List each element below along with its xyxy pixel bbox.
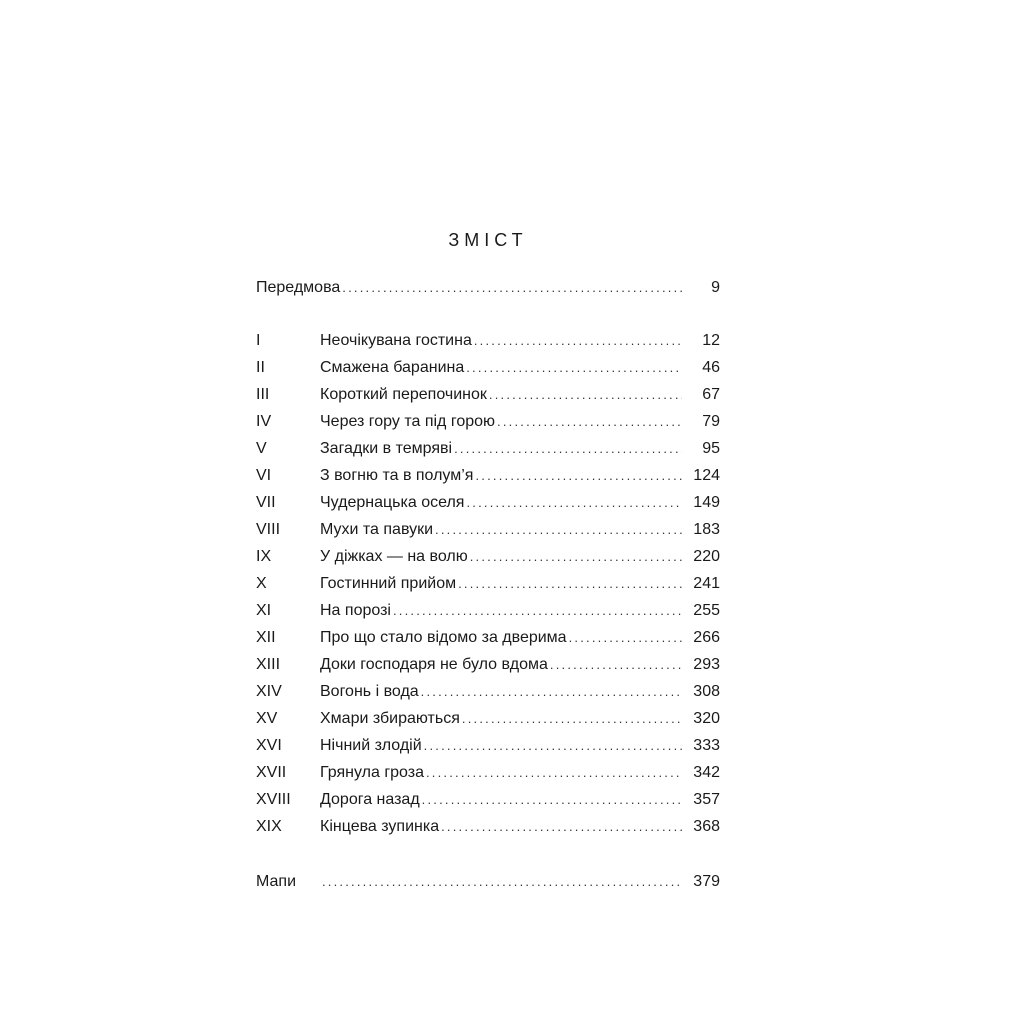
- dot-leader: [475, 464, 682, 488]
- toc-page-number: 241: [693, 575, 720, 592]
- toc-page-number: 9: [711, 279, 720, 296]
- chapter-number: V: [256, 440, 267, 457]
- chapter-number: XII: [256, 629, 276, 646]
- toc-row-chapter: [256, 734, 720, 758]
- dot-leader: [441, 815, 682, 839]
- chapter-title: Гостинний прийом: [320, 575, 457, 592]
- chapter-title: У діжках — на волю: [320, 548, 468, 565]
- dot-leader: [462, 707, 682, 731]
- chapter-number: XIX: [256, 818, 282, 835]
- toc-page-number: 320: [693, 710, 720, 727]
- toc-page-number: 183: [693, 521, 720, 538]
- dot-leader: [550, 653, 682, 677]
- toc-page: [256, 0, 720, 1024]
- toc-row-chapter: [256, 680, 720, 704]
- dot-leader: [466, 491, 682, 515]
- chapter-number: IX: [256, 548, 272, 565]
- chapter-title: Про що стало відомо за дверима: [320, 629, 567, 646]
- dot-leader: [474, 329, 682, 353]
- toc-row-chapter: [256, 356, 720, 380]
- chapter-title: Дорога назад: [320, 791, 420, 808]
- dot-leader: [454, 437, 682, 461]
- dot-leader: [435, 518, 682, 542]
- chapter-number: VII: [256, 494, 276, 511]
- chapter-title: Грянула гроза: [320, 764, 424, 781]
- toc-page-number: 79: [702, 413, 720, 430]
- toc-row-chapter: [256, 518, 720, 542]
- dot-leader: [424, 734, 682, 758]
- dot-leader: [322, 870, 682, 894]
- toc-row-chapter: [256, 437, 720, 461]
- chapter-title: Чудернацька оселя: [320, 494, 465, 511]
- dot-leader: [422, 788, 682, 812]
- toc-row-chapter: [256, 707, 720, 731]
- chapter-number: X: [256, 575, 267, 592]
- toc-row-chapter: [256, 383, 720, 407]
- chapter-number: III: [256, 386, 270, 403]
- toc-row-chapter: [256, 491, 720, 515]
- toc-row-chapter: [256, 572, 720, 596]
- chapter-number: XIII: [256, 656, 281, 673]
- toc-page-number: 379: [693, 873, 720, 890]
- toc-row-chapter: [256, 653, 720, 677]
- toc-row-chapter: [256, 329, 720, 353]
- chapter-title: Вогонь і вода: [320, 683, 419, 700]
- toc-row-chapter: [256, 761, 720, 785]
- chapter-number: IV: [256, 413, 272, 430]
- chapter-title: Мухи та павуки: [320, 521, 434, 538]
- toc-page-number: 342: [693, 764, 720, 781]
- toc-page-number: 95: [702, 440, 720, 457]
- toc-page-number: 12: [702, 332, 720, 349]
- toc-entry-label: Передмова: [256, 279, 341, 296]
- dot-leader: [393, 599, 682, 623]
- dot-leader: [458, 572, 682, 596]
- chapter-number: XV: [256, 710, 278, 727]
- toc-page-number: 149: [693, 494, 720, 511]
- toc-title: ЗМІСТ: [448, 230, 528, 250]
- chapter-title: Неочікувана гостина: [320, 332, 472, 349]
- toc-page-number: 368: [693, 818, 720, 835]
- toc-page-number: 46: [702, 359, 720, 376]
- chapter-number: II: [256, 359, 265, 376]
- toc-page-number: 220: [693, 548, 720, 565]
- chapter-number: XI: [256, 602, 272, 619]
- dot-leader: [497, 410, 682, 434]
- toc-row-preface: [256, 276, 720, 300]
- chapter-number: I: [256, 332, 261, 349]
- toc-row-chapter: [256, 545, 720, 569]
- dot-leader: [421, 680, 682, 704]
- chapter-title: Кінцева зупинка: [320, 818, 440, 835]
- dot-leader: [569, 626, 682, 650]
- chapter-title: Через гору та під горою: [320, 413, 496, 430]
- toc-page-number: 357: [693, 791, 720, 808]
- toc-row-maps: [256, 870, 720, 894]
- toc-row-chapter: [256, 599, 720, 623]
- chapter-number: XVIII: [256, 791, 291, 808]
- chapter-title: Смажена баранина: [320, 359, 465, 376]
- chapter-number: XVII: [256, 764, 287, 781]
- toc-page-number: 293: [693, 656, 720, 673]
- dot-leader: [342, 276, 682, 300]
- dot-leader: [489, 383, 682, 407]
- dot-leader: [426, 761, 682, 785]
- chapter-title: Хмари збираються: [320, 710, 460, 727]
- chapter-number: XIV: [256, 683, 282, 700]
- toc-page-number: 67: [702, 386, 720, 403]
- chapter-number: VIII: [256, 521, 281, 538]
- chapter-title: З вогню та в полум’я: [320, 467, 474, 484]
- chapter-number: VI: [256, 467, 272, 484]
- chapter-title: Нічний злодій: [320, 737, 422, 754]
- toc-row-chapter: [256, 815, 720, 839]
- dot-leader: [470, 545, 682, 569]
- toc-page-number: 308: [693, 683, 720, 700]
- toc-page-number: 255: [693, 602, 720, 619]
- toc-row-chapter: [256, 410, 720, 434]
- chapter-number: XVI: [256, 737, 282, 754]
- toc-entry-label: Мапи: [256, 873, 297, 890]
- toc-page-number: 333: [693, 737, 720, 754]
- toc-row-chapter: [256, 626, 720, 650]
- dot-leader: [466, 356, 682, 380]
- toc-row-chapter: [256, 788, 720, 812]
- toc-row-chapter: [256, 464, 720, 488]
- chapter-title: Короткий перепочинок: [320, 386, 487, 403]
- toc-page-number: 124: [693, 467, 720, 484]
- toc-page-number: 266: [693, 629, 720, 646]
- chapter-title: Загадки в темряві: [320, 440, 453, 457]
- chapter-title: Доки господаря не було вдома: [320, 656, 548, 673]
- chapter-title: На порозі: [320, 602, 391, 619]
